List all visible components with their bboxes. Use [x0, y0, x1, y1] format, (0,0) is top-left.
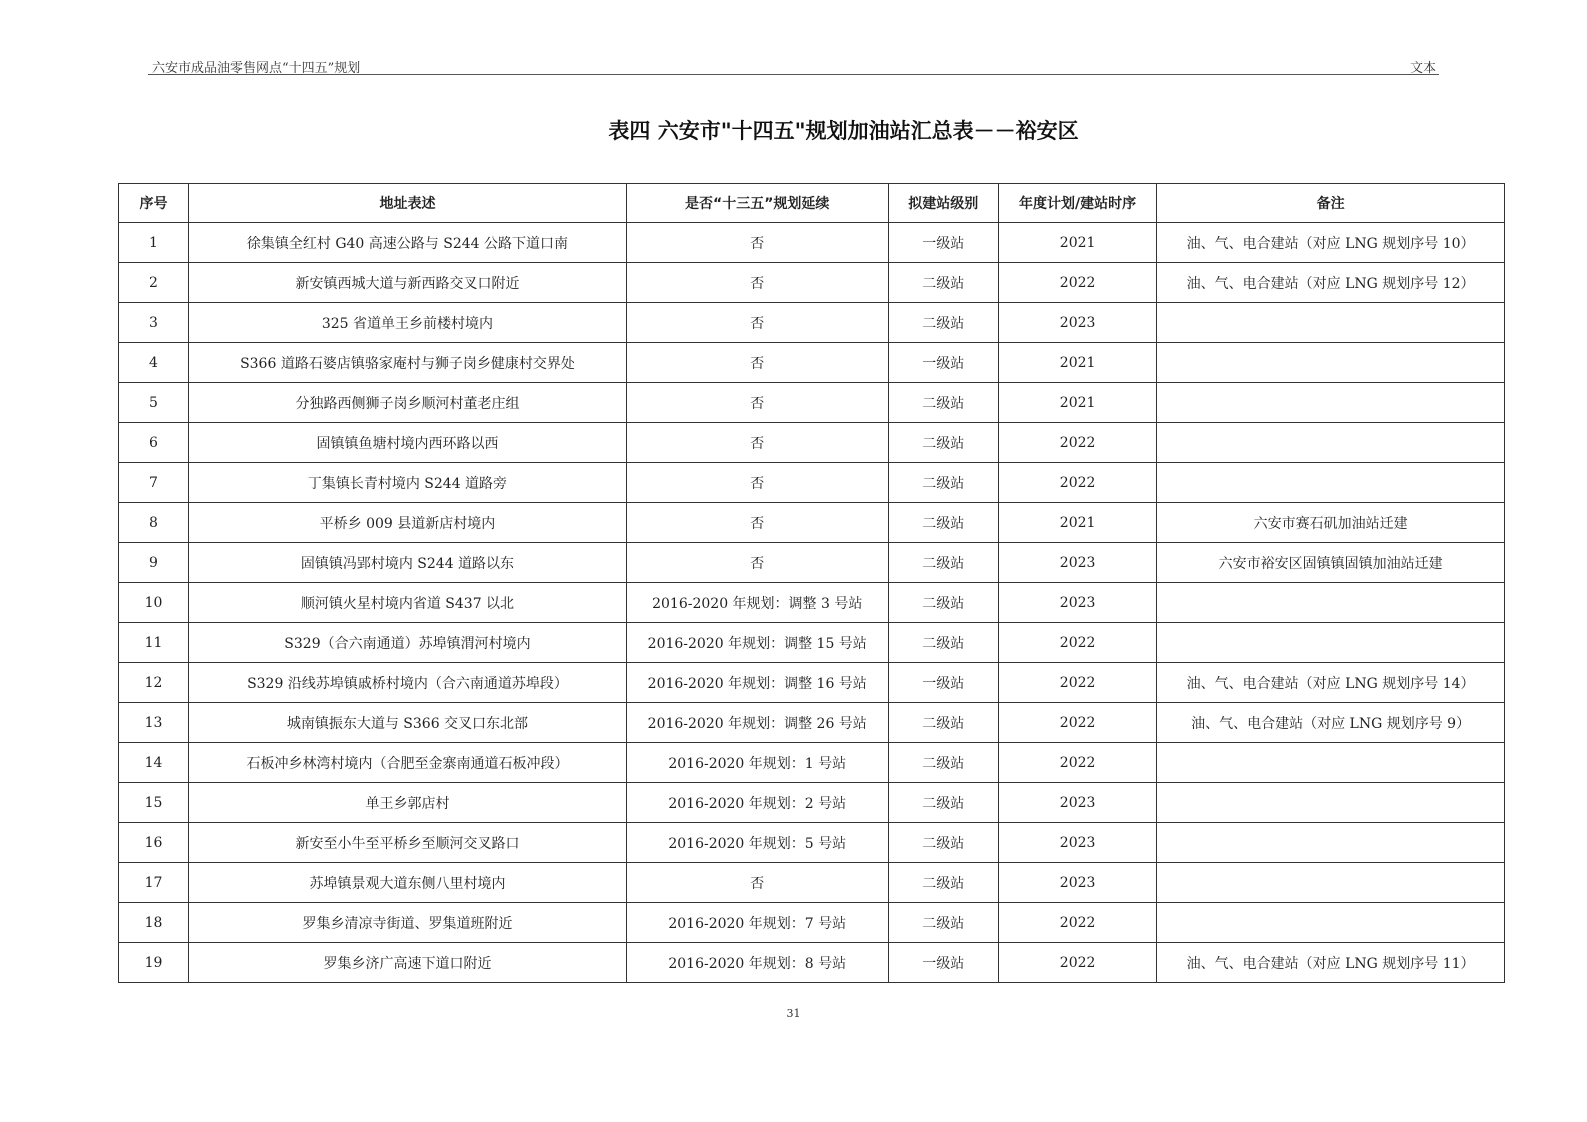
- cell-grade: 二级站: [888, 743, 999, 783]
- cell-continuation: 2016-2020 年规划：调整 16 号站: [626, 663, 888, 703]
- cell-index: 19: [119, 943, 189, 983]
- running-header-title: 六安市成品油零售网点“十四五”规划: [152, 61, 361, 76]
- cell-continuation: 否: [626, 343, 888, 383]
- cell-grade: 一级站: [888, 223, 999, 263]
- cell-continuation: 否: [626, 303, 888, 343]
- cell-address: 徐集镇全红村 G40 高速公路与 S244 公路下道口南: [188, 223, 626, 263]
- cell-year: 2022: [999, 623, 1157, 663]
- cell-grade: 二级站: [888, 863, 999, 903]
- cell-remarks: 油、气、电合建站（对应 LNG 规划序号 12）: [1157, 263, 1505, 303]
- table-row: [119, 303, 1505, 343]
- table-row: [119, 383, 1505, 423]
- cell-remarks: 六安市赛石矶加油站迁建: [1157, 503, 1505, 543]
- cell-remarks: [1157, 303, 1505, 343]
- cell-grade: 二级站: [888, 583, 999, 623]
- cell-remarks: [1157, 383, 1505, 423]
- cell-year: 2021: [999, 503, 1157, 543]
- cell-continuation: 2016-2020 年规划：8 号站: [626, 943, 888, 983]
- cell-remarks: [1157, 823, 1505, 863]
- cell-year: 2022: [999, 743, 1157, 783]
- cell-remarks: [1157, 463, 1505, 503]
- cell-index: 7: [119, 463, 189, 503]
- cell-year: 2022: [999, 663, 1157, 703]
- table-row: [119, 863, 1505, 903]
- cell-remarks: [1157, 423, 1505, 463]
- cell-index: 18: [119, 903, 189, 943]
- cell-remarks: 六安市裕安区固镇镇固镇加油站迁建: [1157, 543, 1505, 583]
- cell-continuation: 否: [626, 383, 888, 423]
- cell-year: 2023: [999, 823, 1157, 863]
- column-header: 年度计划/建站时序: [999, 184, 1157, 223]
- cell-index: 8: [119, 503, 189, 543]
- cell-year: 2023: [999, 303, 1157, 343]
- cell-grade: 二级站: [888, 783, 999, 823]
- column-header: 序号: [119, 184, 189, 223]
- table-row: [119, 263, 1505, 303]
- cell-year: 2022: [999, 703, 1157, 743]
- column-header: 拟建站级别: [888, 184, 999, 223]
- table-row: [119, 503, 1505, 543]
- cell-continuation: 否: [626, 223, 888, 263]
- cell-address: 平桥乡 009 县道新店村境内: [188, 503, 626, 543]
- table-row: [119, 543, 1505, 583]
- cell-continuation: 2016-2020 年规划：5 号站: [626, 823, 888, 863]
- table-row: [119, 823, 1505, 863]
- cell-remarks: [1157, 343, 1505, 383]
- cell-grade: 二级站: [888, 383, 999, 423]
- cell-continuation: 2016-2020 年规划：1 号站: [626, 743, 888, 783]
- cell-year: 2023: [999, 783, 1157, 823]
- cell-continuation: 否: [626, 423, 888, 463]
- cell-address: 石板冲乡林湾村境内（合肥至金寨南通道石板冲段）: [188, 743, 626, 783]
- cell-year: 2022: [999, 943, 1157, 983]
- cell-year: 2022: [999, 903, 1157, 943]
- header-divider: [148, 74, 1439, 75]
- column-header: 备注: [1157, 184, 1505, 223]
- cell-remarks: 油、气、电合建站（对应 LNG 规划序号 10）: [1157, 223, 1505, 263]
- cell-year: 2021: [999, 223, 1157, 263]
- cell-address: 新安镇西城大道与新西路交叉口附近: [188, 263, 626, 303]
- cell-continuation: 2016-2020 年规划：调整 26 号站: [626, 703, 888, 743]
- table-row: [119, 663, 1505, 703]
- cell-continuation: 否: [626, 463, 888, 503]
- cell-year: 2023: [999, 543, 1157, 583]
- cell-continuation: 2016-2020 年规划：7 号站: [626, 903, 888, 943]
- cell-grade: 一级站: [888, 663, 999, 703]
- cell-remarks: [1157, 743, 1505, 783]
- cell-index: 3: [119, 303, 189, 343]
- cell-index: 14: [119, 743, 189, 783]
- table-header-row: [119, 184, 1505, 223]
- cell-index: 4: [119, 343, 189, 383]
- table-title: 表四 六安市"十四五"规划加油站汇总表－－裕安区: [608, 119, 1079, 143]
- table-row: [119, 223, 1505, 263]
- cell-address: 新安至小牛至平桥乡至顺河交叉路口: [188, 823, 626, 863]
- table-row: [119, 743, 1505, 783]
- cell-grade: 一级站: [888, 943, 999, 983]
- cell-index: 9: [119, 543, 189, 583]
- cell-grade: 二级站: [888, 623, 999, 663]
- cell-remarks: [1157, 583, 1505, 623]
- table-row: [119, 583, 1505, 623]
- cell-year: 2021: [999, 383, 1157, 423]
- table-row: [119, 703, 1505, 743]
- cell-address: S329（合六南通道）苏埠镇渭河村境内: [188, 623, 626, 663]
- cell-address: 分独路西侧狮子岗乡顺河村董老庄组: [188, 383, 626, 423]
- cell-remarks: 油、气、电合建站（对应 LNG 规划序号 9）: [1157, 703, 1505, 743]
- cell-address: 固镇镇冯郢村境内 S244 道路以东: [188, 543, 626, 583]
- cell-address: 苏埠镇景观大道东侧八里村境内: [188, 863, 626, 903]
- cell-remarks: 油、气、电合建站（对应 LNG 规划序号 14）: [1157, 663, 1505, 703]
- cell-year: 2021: [999, 343, 1157, 383]
- cell-address: 顺河镇火星村境内省道 S437 以北: [188, 583, 626, 623]
- table-row: [119, 463, 1505, 503]
- cell-grade: 二级站: [888, 303, 999, 343]
- cell-address: 罗集乡清凉寺街道、罗集道班附近: [188, 903, 626, 943]
- cell-grade: 二级站: [888, 823, 999, 863]
- table-row: [119, 943, 1505, 983]
- cell-continuation: 否: [626, 503, 888, 543]
- cell-grade: 二级站: [888, 423, 999, 463]
- cell-index: 2: [119, 263, 189, 303]
- cell-index: 17: [119, 863, 189, 903]
- table-body: [119, 223, 1505, 983]
- cell-address: 罗集乡济广高速下道口附近: [188, 943, 626, 983]
- table-row: [119, 343, 1505, 383]
- station-summary-table: [118, 183, 1505, 983]
- cell-index: 11: [119, 623, 189, 663]
- cell-year: 2022: [999, 463, 1157, 503]
- cell-grade: 二级站: [888, 503, 999, 543]
- cell-continuation: 否: [626, 863, 888, 903]
- cell-index: 13: [119, 703, 189, 743]
- cell-remarks: [1157, 623, 1505, 663]
- cell-address: S366 道路石婆店镇骆家庵村与狮子岗乡健康村交界处: [188, 343, 626, 383]
- cell-address: S329 沿线苏埠镇戚桥村境内（合六南通道苏埠段）: [188, 663, 626, 703]
- cell-continuation: 2016-2020 年规划：2 号站: [626, 783, 888, 823]
- cell-index: 6: [119, 423, 189, 463]
- cell-address: 325 省道单王乡前楼村境内: [188, 303, 626, 343]
- cell-remarks: [1157, 783, 1505, 823]
- column-header: 地址表述: [188, 184, 626, 223]
- cell-index: 12: [119, 663, 189, 703]
- cell-continuation: 否: [626, 543, 888, 583]
- cell-grade: 一级站: [888, 343, 999, 383]
- cell-continuation: 2016-2020 年规划：调整 15 号站: [626, 623, 888, 663]
- cell-grade: 二级站: [888, 543, 999, 583]
- cell-address: 城南镇振东大道与 S366 交叉口东北部: [188, 703, 626, 743]
- cell-year: 2023: [999, 583, 1157, 623]
- page-number: 31: [786, 1007, 801, 1020]
- cell-grade: 二级站: [888, 463, 999, 503]
- cell-address: 丁集镇长青村境内 S244 道路旁: [188, 463, 626, 503]
- cell-year: 2023: [999, 863, 1157, 903]
- cell-index: 10: [119, 583, 189, 623]
- cell-remarks: [1157, 903, 1505, 943]
- cell-year: 2022: [999, 423, 1157, 463]
- cell-index: 15: [119, 783, 189, 823]
- cell-grade: 二级站: [888, 263, 999, 303]
- table-row: [119, 623, 1505, 663]
- cell-index: 1: [119, 223, 189, 263]
- cell-continuation: 2016-2020 年规划：调整 3 号站: [626, 583, 888, 623]
- cell-address: 固镇镇鱼塘村境内西环路以西: [188, 423, 626, 463]
- cell-address: 单王乡郭店村: [188, 783, 626, 823]
- cell-remarks: 油、气、电合建站（对应 LNG 规划序号 11）: [1157, 943, 1505, 983]
- table-row: [119, 423, 1505, 463]
- cell-grade: 二级站: [888, 903, 999, 943]
- cell-index: 16: [119, 823, 189, 863]
- cell-continuation: 否: [626, 263, 888, 303]
- table-row: [119, 903, 1505, 943]
- cell-index: 5: [119, 383, 189, 423]
- column-header: 是否“十三五”规划延续: [626, 184, 888, 223]
- cell-grade: 二级站: [888, 703, 999, 743]
- running-header-section: 文本: [1409, 61, 1436, 76]
- cell-year: 2022: [999, 263, 1157, 303]
- cell-remarks: [1157, 863, 1505, 903]
- table-row: [119, 783, 1505, 823]
